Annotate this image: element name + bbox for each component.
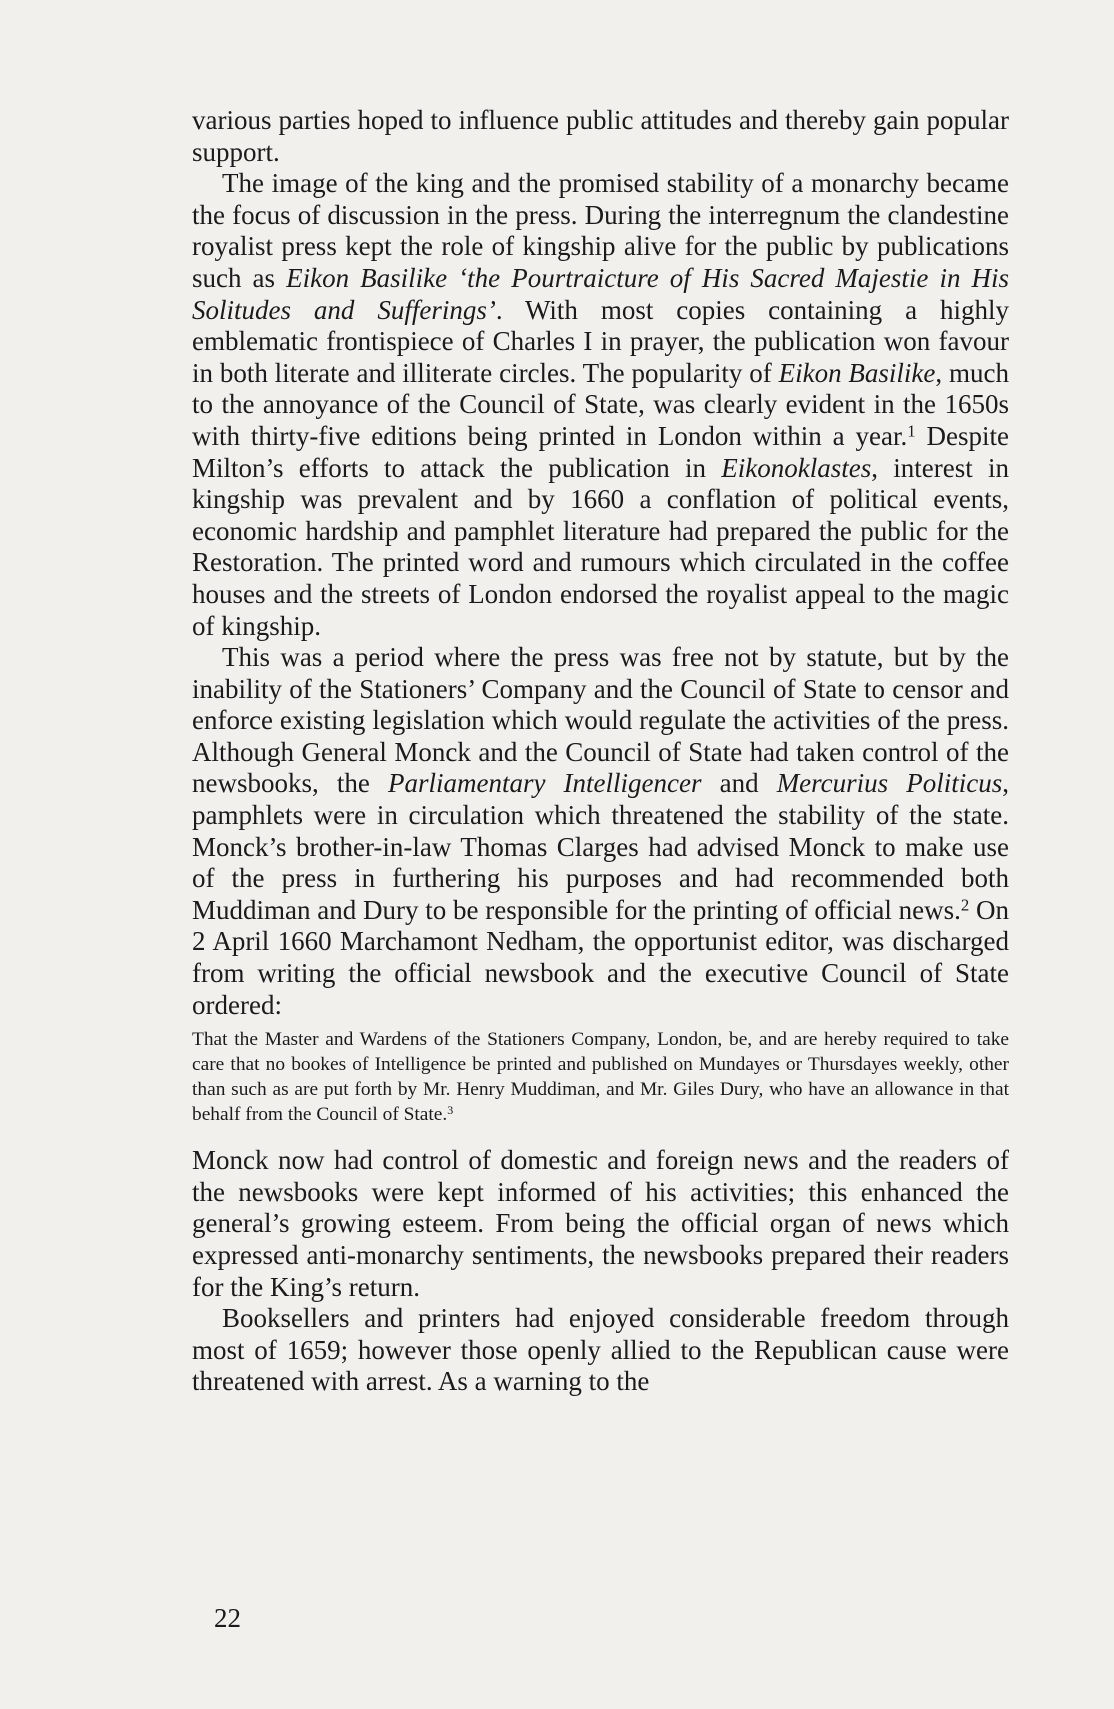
book-title-eikonoklastes: Eikonoklastes — [721, 452, 872, 483]
paragraph-2-text: The image of the king and the promised stability of a monarchy became the focus of discussion in the press. During the interregnum the clandestine royalist press kept the role of kingship alive for the public by publications such as — [192, 168, 1009, 293]
footnote-ref-3: 3 — [447, 1103, 454, 1118]
footnote-ref-2: 2 — [960, 895, 970, 915]
block-quote — [192, 1027, 1009, 1127]
paragraph-3-text: , pamphlets were in circulation which threatened the stability of the state. Monck’s brother-in-law Thomas Clarges had advised Monck to make use of the press in furthering his purposes and had recommended both Muddiman and Dury to be responsible for the printing of official news. — [192, 768, 1010, 925]
newsbook-title-parliamentary-intelligencer: Parliamentary Intelligencer — [387, 768, 702, 799]
block-quote-text: That the Master and Wardens of the Stationers Company, London, be, and are hereby required to take care that no bookes of Intelligence be printed and published on Mundayes or Thursdayes weekly, other than such as are put forth by Mr. Henry Muddiman, and Mr. Giles Dury, who have an allowance in that behalf from the Council of State. — [192, 1029, 1009, 1126]
paragraph-2-text: , interest in kingship was prevalent and by 1660 a conflation of political events, economic hardship and pamphlet literature had prepared the public for the Restoration. The printed word and rumours which circulated in the coffee houses and the streets of London endorsed the royalist appeal to the magic of kingship. — [192, 452, 1009, 641]
paragraph-2-text: . With most copies containing a highly emblematic frontispiece of Charles I in prayer, the publication won favour in both literate and illiterate circles. The popularity of — [192, 294, 1009, 388]
paragraph-3 — [192, 642, 1009, 1021]
paragraph-1 — [192, 105, 1009, 168]
paragraph-2 — [192, 168, 1009, 642]
paragraph-4-text: Monck now had control of domestic and foreign news and the readers of the newsbooks were kept informed of his activities; this enhanced the general’s growing esteem. From being the official organ of news which expressed anti-monarchy sentiments, the newsbooks prepared their readers for the King’s return. — [192, 1145, 1009, 1302]
book-title-eikon-basilike: Eikon Basilike — [778, 357, 936, 388]
paragraph-3-text: and — [701, 768, 777, 799]
paragraph-4 — [192, 1145, 1009, 1303]
paragraph-1-text: various parties hoped to influence public attitudes and thereby gain popular support. — [192, 105, 1009, 167]
paragraph-2-text: Despite Milton’s efforts to attack the publication in — [192, 420, 1010, 483]
footnote-ref-1: 1 — [907, 421, 916, 441]
paragraph-5-text: Booksellers and printers had enjoyed considerable freedom through most of 1659; however those openly allied to the Republican cause were threatened with arrest. As a warning to the — [192, 1303, 1009, 1397]
page-number: 22 — [214, 1603, 241, 1633]
paragraph-2-text: , much to the annoyance of the Council of State, was clearly evident in the 1650s with thirty-five editions being printed in London within a year. — [192, 357, 1009, 451]
paragraph-3-text: On 2 April 1660 Marchamont Nedham, the opportunist editor, was discharged from writing the official newsbook and the executive Council of State ordered: — [192, 894, 1010, 1020]
newsbook-title-mercurius-politicus: Mercurius Politicus — [776, 768, 1003, 799]
body-text — [192, 105, 1009, 1398]
book-title-eikon-basilike-full: Eikon Basilike ‘the Pourtraicture of His Sacred Majestie in His Solitudes and Sufferings’ — [192, 262, 1010, 325]
paragraph-5 — [192, 1303, 1009, 1398]
paragraph-3-text: This was a period where the press was free not by statute, but by the inability of the Stationers’ Company and the Council of State to censor and enforce existing legislation which would regulate the activities of the press. Although General Monck and the Council of State had taken control of the newsbooks, the — [192, 642, 1009, 799]
